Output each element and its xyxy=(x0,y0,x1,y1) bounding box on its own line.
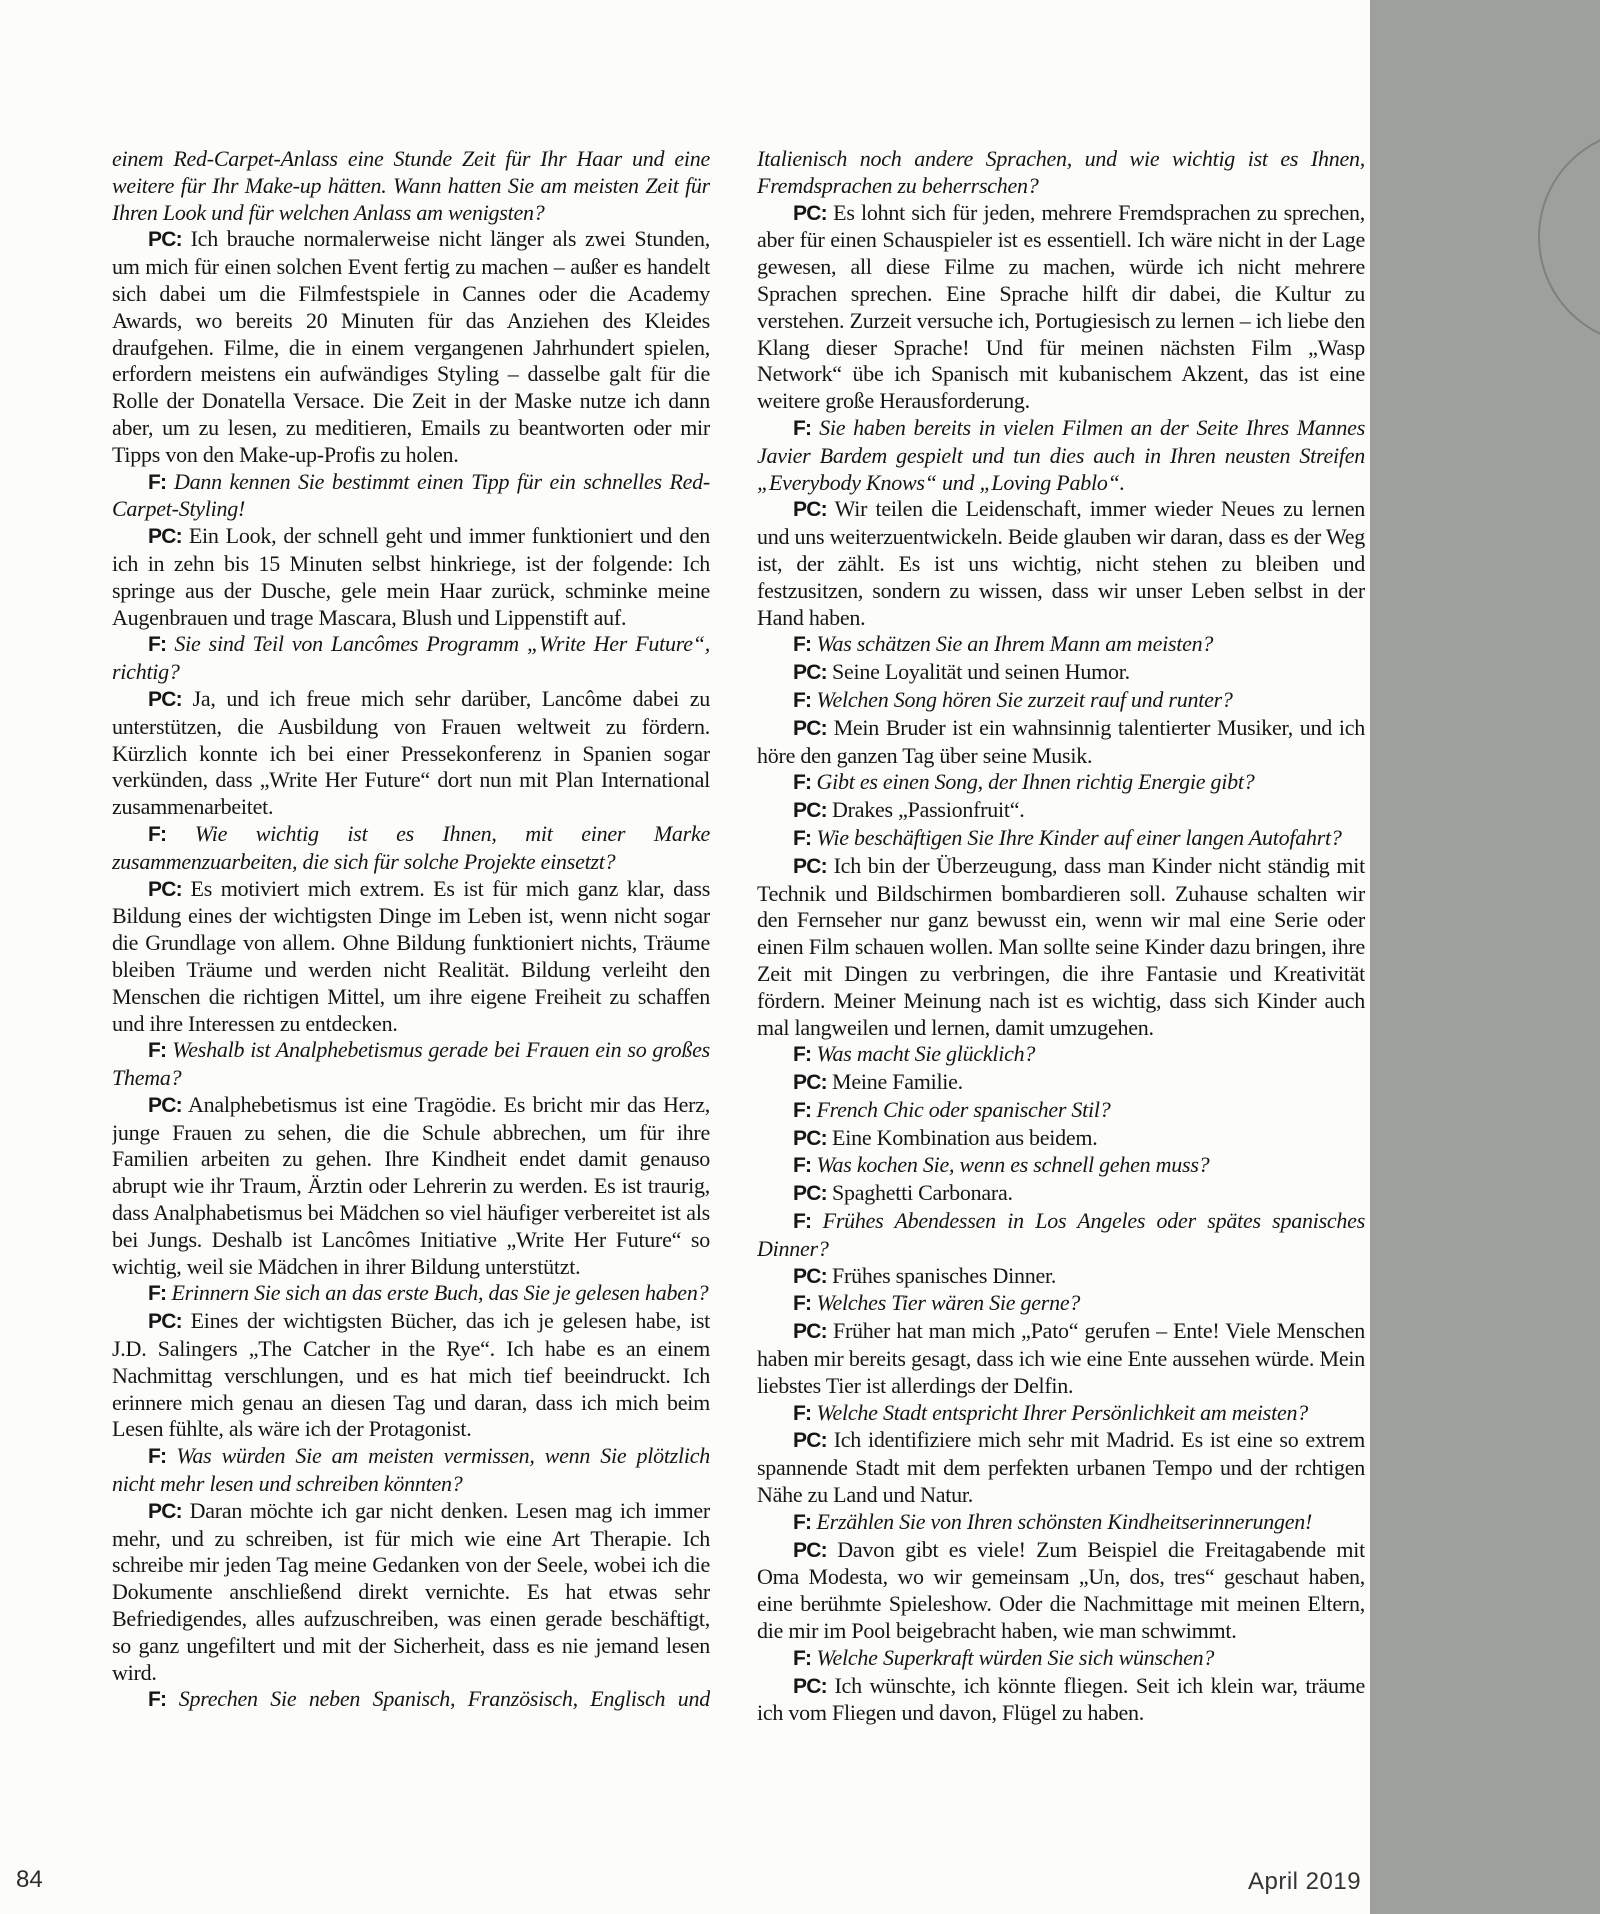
question-paragraph: F: Gibt es einen Song, der Ihnen richtig Energie gibt? xyxy=(793,769,1255,795)
speaker-label: PC: xyxy=(793,1182,827,1206)
question-paragraph: F: Welche Stadt entspricht Ihrer Persönlichkeit am meisten? xyxy=(793,1399,1308,1425)
article-column-left xyxy=(112,146,710,1846)
speaker-label: PC: xyxy=(148,228,182,252)
question-paragraph: F: Erzählen Sie von Ihren schönsten Kindheitserinnerungen! xyxy=(793,1508,1313,1534)
answer-paragraph: PC: Frühes spanisches Dinner. xyxy=(793,1262,1057,1288)
speaker-label: F: xyxy=(793,1210,812,1234)
answer-paragraph: PC: Mein Bruder ist ein wahnsinnig talentierter Musiker, und ich höre den ganzen Tag über seine Musik. xyxy=(757,714,1365,768)
speaker-label: PC: xyxy=(793,1429,827,1453)
speaker-label: F: xyxy=(148,1445,167,1469)
speaker-label: PC: xyxy=(148,1310,182,1334)
speaker-label: PC: xyxy=(793,1538,827,1562)
question-paragraph: einem Red-Carpet-Anlass eine Stunde Zeit für Ihr Haar und eine weitere für Ihr Make-up hätten. Wann hatten Sie am meisten Zeit für Ihren Look und für welchen Anlass am wenigsten? xyxy=(112,146,710,225)
speaker-label: F: xyxy=(793,1401,812,1425)
scan-margin-background xyxy=(1370,0,1600,1914)
question-paragraph: F: Welchen Song hören Sie zurzeit rauf und runter? xyxy=(793,686,1233,712)
speaker-label: PC: xyxy=(793,716,827,740)
speaker-label: F: xyxy=(148,822,167,846)
speaker-label: F: xyxy=(148,470,167,494)
speaker-label: F: xyxy=(793,1510,812,1534)
question-paragraph: F: Wie wichtig ist es Ihnen, mit einer Marke zusammenzuarbeiten, die sich für solche Projekte einsetzt? xyxy=(112,820,710,874)
issue-date: April 2019 xyxy=(1248,1868,1362,1895)
question-paragraph: Italienisch noch andere Sprachen, und wie wichtig ist es Ihnen, Fremdsprachen zu beherrschen? xyxy=(757,146,1365,198)
answer-paragraph: PC: Es motiviert mich extrem. Es ist für mich ganz klar, dass Bildung eines der wichtigsten Dinge im Leben ist, wenn nicht sogar die Grundlage von allem. Ohne Bildung funktioniert nichts, Träume bleiben Träume und werden nicht Realität. Bildung verleiht den Menschen die richtigen Mittel, um ihre eigene Freiheit zu schaffen und ihre Interessen zu entdecken. xyxy=(112,875,710,1036)
speaker-label: F: xyxy=(793,688,812,712)
speaker-label: PC: xyxy=(148,1499,182,1523)
question-paragraph: F: Frühes Abendessen in Los Angeles oder spätes spanisches Dinner? xyxy=(757,1208,1365,1261)
question-paragraph: F: Dann kennen Sie bestimmt einen Tipp für ein schnelles Red-Carpet-Styling! xyxy=(112,468,710,522)
question-paragraph: F: Welches Tier wären Sie gerne? xyxy=(793,1290,1081,1316)
speaker-label: F: xyxy=(793,1646,812,1670)
question-paragraph: F: Wie beschäftigen Sie Ihre Kinder auf einer langen Autofahrt? xyxy=(793,824,1342,850)
question-paragraph: F: Sie haben bereits in vielen Filmen an der Seite Ihres Mannes Javier Bardem gespielt und tun dies auch in Ihren neusten Streifen „Everybody Knows“ und „Loving Pablo“. xyxy=(757,414,1365,495)
answer-paragraph: PC: Ein Look, der schnell geht und immer funktioniert und den ich in zehn bis 15 Minuten selbst hinkriege, ist der folgende: Ich springe aus der Dusche, gele mein Haar zurück, schminke meine Augenbrauen und trage Mascara, Blush und Lippenstift auf. xyxy=(112,523,710,630)
speaker-label: F: xyxy=(793,771,812,795)
answer-paragraph: PC: Analphebetismus ist eine Tragödie. Es bricht mir das Herz, junge Frauen zu sehen, die die Schule abbrechen, um für ihre Familien arbeiten zu gehen. Ihre Kindheit endet damit genauso abrupt wie ihr Traum, Ärztin oder Lehrerin zu werden. Es ist traurig, dass Analphabetismus bei Mädchen so viel häufiger verbereitet ist als bei Jungs. Deshalb ist Lancômes Initiative „Write Her Future“ so wichtig, weil sie Mädchen in ihrer Bildung unterstützt. xyxy=(112,1091,710,1279)
speaker-label: PC: xyxy=(148,877,182,901)
speaker-label: PC: xyxy=(793,1126,827,1150)
question-paragraph: F: Welche Superkraft würden Sie sich wünschen? xyxy=(793,1644,1215,1670)
article-column-right xyxy=(757,146,1365,1846)
answer-paragraph: PC: Wir teilen die Leidenschaft, immer wieder Neues zu lernen und uns weiterzuentwickeln. Beide glauben wir daran, dass es der Weg ist, der zählt. Es ist uns wichtig, nicht stehen zu bleiben und festzusitzen, sondern zu wissen, dass wir unser Leben selbst in der Hand haben. xyxy=(757,496,1365,630)
answer-paragraph: PC: Ich brauche normalerweise nicht länger als zwei Stunden, um mich für einen solchen Event fertig zu machen – außer es handelt sich dabei um die Filmfestspiele in Cannes oder die Academy Awards, wo bereits 20 Minuten für das Anziehen des Kleides draufgehen. Filme, die in einem vergangenen Jahrhundert spielen, erfordern meistens ein aufwändiges Styling – dasselbe galt für die Rolle der Donatella Versace. Die Zeit in der Maske nutze ich dann aber, um zu lesen, zu meditieren, Emails zu beantworten oder mir Tipps von den Make-up-Profis zu holen. xyxy=(112,226,710,467)
answer-paragraph: PC: Spaghetti Carbonara. xyxy=(793,1180,1013,1206)
speaker-label: F: xyxy=(793,1154,812,1178)
question-paragraph: F: Weshalb ist Analphebetismus gerade bei Frauen ein so großes Thema? xyxy=(112,1037,710,1091)
answer-paragraph: PC: Daran möchte ich gar nicht denken. Lesen mag ich immer mehr, und zu schreiben, ist für mich wie eine Art Therapie. Ich schreibe mir jeden Tag meine Gedanken von der Seele, wobei ich die Dokumente anschließend direkt vernichte. Es hat etwas sehr Befriedigendes, alles aufzuschreiben, was einen gerade beschäftigt, so ganz ungefiltert und mit der Sicherheit, dass es nie jemand lesen wird. xyxy=(112,1497,710,1685)
speaker-label: PC: xyxy=(148,525,182,549)
question-paragraph: F: Was kochen Sie, wenn es schnell gehen muss? xyxy=(793,1152,1210,1178)
speaker-label: PC: xyxy=(793,854,827,878)
speaker-label: PC: xyxy=(793,1071,827,1095)
answer-paragraph: PC: Drakes „Passionfruit“. xyxy=(793,797,1025,823)
speaker-label: F: xyxy=(793,1043,812,1067)
speaker-label: F: xyxy=(148,633,167,657)
speaker-label: F: xyxy=(148,1039,167,1063)
speaker-label: PC: xyxy=(793,201,827,225)
speaker-label: PC: xyxy=(793,1320,827,1344)
speaker-label: PC: xyxy=(793,1264,827,1288)
speaker-label: F: xyxy=(148,1282,167,1306)
question-paragraph: F: Sie sind Teil von Lancômes Programm „Write Her Future“, richtig? xyxy=(112,631,710,685)
answer-paragraph: PC: Es lohnt sich für jeden, mehrere Fremdsprachen zu sprechen, aber für einen Schauspieler ist es essentiell. Ich wäre nicht in der Lage gewesen, all diese Filme zu machen, würde ich nicht mehrere Sprachen sprechen. Eine Sprache hilft dir dabei, die Kultur zu verstehen. Zurzeit versuche ich, Portugiesisch zu lernen – ich liebe den Klang dieser Sprache! Und für meinen nächsten Film „Wasp Network“ übe ich Spanisch mit kubanischem Akzent, das ist eine weitere große Herausforderung. xyxy=(757,199,1365,414)
speaker-label: F: xyxy=(148,1688,167,1712)
speaker-label: F: xyxy=(793,826,812,850)
question-paragraph: F: Sprechen Sie neben Spanisch, Französisch, Englisch und xyxy=(148,1686,710,1712)
question-paragraph: F: Was macht Sie glücklich? xyxy=(793,1041,1036,1067)
speaker-label: F: xyxy=(793,416,812,440)
speaker-label: PC: xyxy=(148,1093,182,1117)
page-number: 84 xyxy=(16,1866,43,1893)
answer-paragraph: PC: Früher hat man mich „Pato“ gerufen – Ente! Viele Menschen haben mir bereits gesagt, dass ich wie eine Ente aussehen würde. Mein liebstes Tier ist allerdings der Delfin. xyxy=(757,1318,1365,1398)
answer-paragraph: PC: Davon gibt es viele! Zum Beispiel die Freitagabende mit Oma Modesta, wo wir gemeinsam „Un, dos, tres“ geschaut haben, eine berühmte Spieleshow. Oder die Nachmittage mit meinen Eltern, die mir im Pool beigebracht haben, wie man schwimmt. xyxy=(757,1536,1365,1644)
answer-paragraph: PC: Meine Familie. xyxy=(793,1069,963,1095)
speaker-label: F: xyxy=(793,1292,812,1316)
answer-paragraph: PC: Ich bin der Überzeugung, dass man Kinder nicht ständig mit Technik und Bildschirmen bombardieren soll. Zuhause schalten wir den Fernseher nur ganz bewusst ein, wenn wir mal eine Serie oder einen Film schauen wollen. Man sollte seine Kinder dazu bringen, ihre Zeit mit Dingen zu verbringen, die ihre Fantasie und Kreativität fördern. Meiner Meinung nach ist es wichtig, dass sich Kinder auch mal langweilen und lernen, damit umzugehen. xyxy=(757,852,1365,1040)
article-columns xyxy=(112,146,1365,1846)
answer-paragraph: PC: Ich identifiziere mich sehr mit Madrid. Es ist eine so extrem spannende Stadt mit dem perfekten urbanen Tempo und der rchtigen Nähe zu Land und Natur. xyxy=(757,1427,1365,1508)
question-paragraph: F: French Chic oder spanischer Stil? xyxy=(793,1096,1111,1122)
speaker-label: PC: xyxy=(793,799,827,823)
speaker-label: F: xyxy=(793,1098,812,1122)
answer-paragraph: PC: Ich wünschte, ich könnte fliegen. Seit ich klein war, träume ich vom Fliegen und davon, Flügel zu haben. xyxy=(757,1672,1365,1726)
speaker-label: PC: xyxy=(793,1674,827,1698)
question-paragraph: F: Was schätzen Sie an Ihrem Mann am meisten? xyxy=(793,631,1214,657)
background-circle-watermark xyxy=(1538,129,1600,345)
speaker-label: PC: xyxy=(148,687,182,711)
speaker-label: F: xyxy=(793,633,812,657)
question-paragraph: F: Was würden Sie am meisten vermissen, wenn Sie plötzlich nicht mehr lesen und schreiben könnten? xyxy=(112,1443,710,1497)
answer-paragraph: PC: Eine Kombination aus beidem. xyxy=(793,1124,1098,1150)
question-paragraph: F: Erinnern Sie sich an das erste Buch, das Sie je gelesen haben? xyxy=(148,1280,709,1306)
answer-paragraph: PC: Seine Loyalität und seinen Humor. xyxy=(793,659,1130,685)
answer-paragraph: PC: Ja, und ich freue mich sehr darüber, Lancôme dabei zu unterstützen, die Ausbildung von Frauen weltweit zu fördern. Kürzlich konnte ich bei einer Pressekonferenz in Spanien sogar verkünden, dass „Write Her Future“ dort nun mit Plan International zusammenarbeitet. xyxy=(112,685,710,820)
speaker-label: PC: xyxy=(793,661,827,685)
answer-paragraph: PC: Eines der wichtigsten Bücher, das ich je gelesen habe, ist J.D. Salingers „The Catcher in the Rye“. Ich habe es an einem Nachmittag verschlungen, und es hat mich tief beeindruckt. Ich erinnere mich genau an diesen Tag und daran, dass ich mich beim Lesen fühlte, als wäre ich der Protagonist. xyxy=(112,1308,710,1442)
speaker-label: PC: xyxy=(793,498,827,522)
